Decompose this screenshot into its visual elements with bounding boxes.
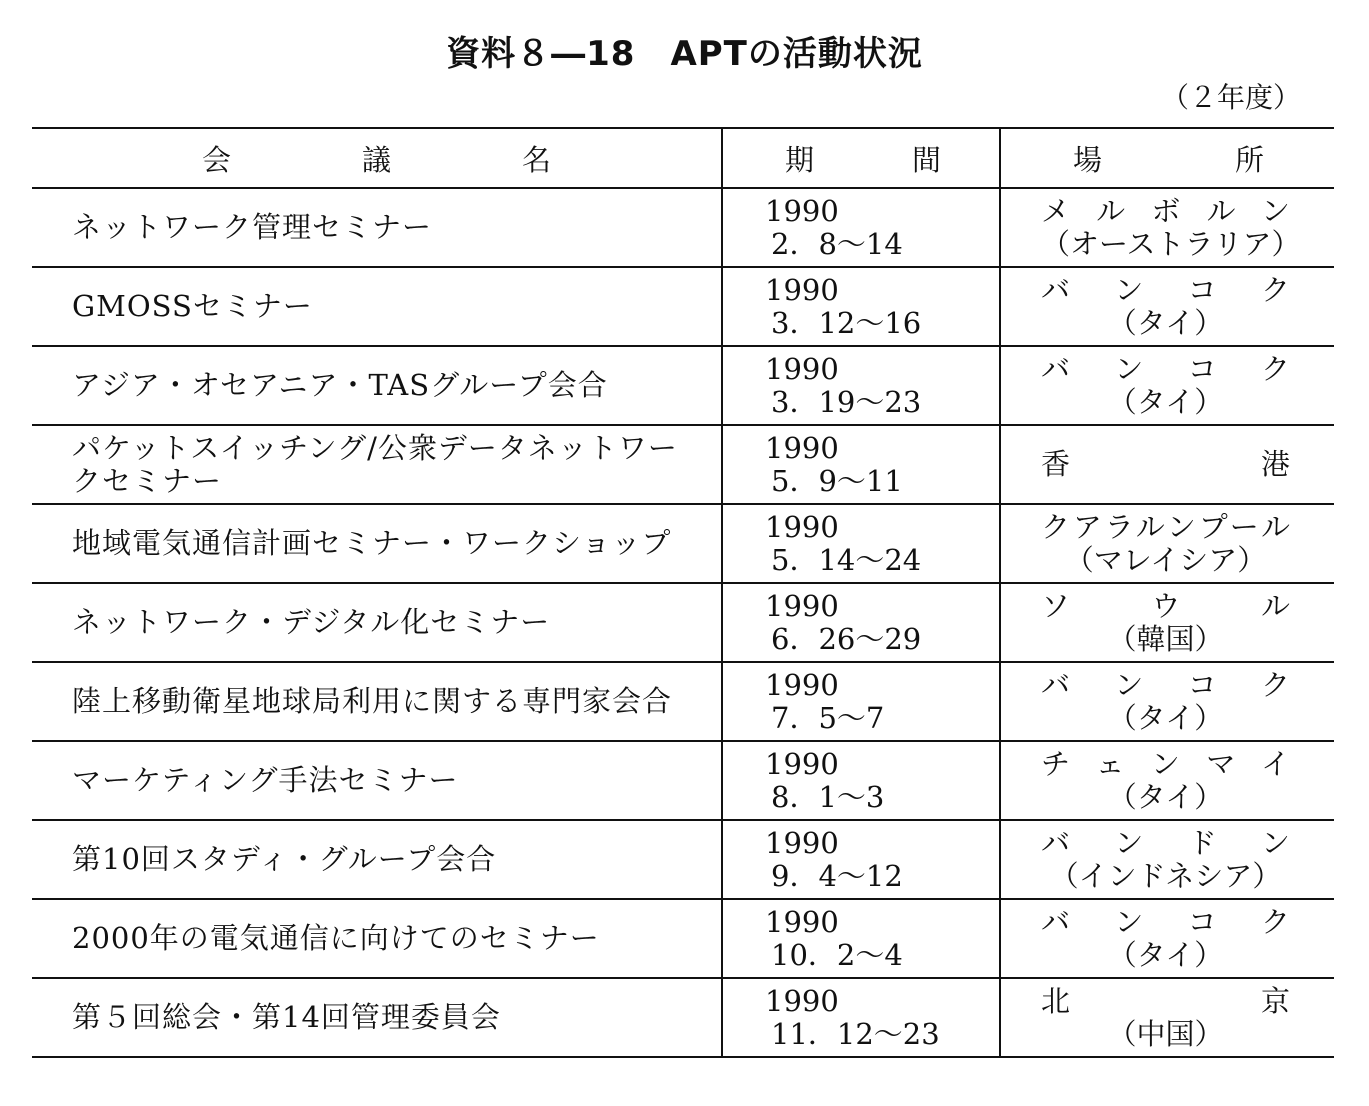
- place-city: チェンマイ: [1041, 746, 1290, 781]
- place-city: ソウル: [1041, 588, 1290, 623]
- meeting-period: [722, 741, 1000, 820]
- header-place: [1000, 128, 1334, 188]
- table-row: [32, 267, 1334, 346]
- period-year: 1990: [765, 272, 839, 307]
- place-city: クアラルンプール: [1041, 509, 1290, 544]
- header-meeting-name: [32, 128, 722, 188]
- meeting-period: [722, 504, 1000, 583]
- meeting-name: パケットスイッチング/公衆データネットワークセミナー: [32, 425, 722, 504]
- table-row: [32, 583, 1334, 662]
- meeting-name: 第５回総会・第14回管理委員会: [32, 978, 722, 1057]
- place-country: （タイ）: [1107, 305, 1224, 340]
- meeting-place: [1000, 504, 1334, 583]
- place-country: （インドネシア）: [1049, 858, 1282, 893]
- header-name-char: 議: [361, 142, 391, 177]
- header-name-char: 名: [521, 142, 551, 177]
- period-year: 1990: [765, 509, 839, 544]
- meeting-place: [1000, 188, 1334, 267]
- place-country: （タイ）: [1107, 384, 1224, 419]
- apt-activity-table: [32, 127, 1334, 1058]
- header-period-char: 間: [911, 142, 941, 177]
- period-dates: 5．14～24: [771, 542, 922, 577]
- table-row: [32, 425, 1334, 504]
- place-city: バンドン: [1041, 825, 1290, 860]
- meeting-place: [1000, 820, 1334, 899]
- place-city: バンコク: [1041, 667, 1290, 702]
- meeting-place: [1000, 899, 1334, 978]
- place-country: （韓国）: [1107, 621, 1224, 656]
- period-year: 1990: [765, 667, 839, 702]
- meeting-place: [1000, 425, 1334, 504]
- table-row: [32, 662, 1334, 741]
- period-dates: 7．5～7: [771, 700, 885, 735]
- period-year: 1990: [765, 904, 839, 939]
- place-country: （タイ）: [1107, 700, 1224, 735]
- place-city: バンコク: [1041, 904, 1290, 939]
- period-year: 1990: [765, 193, 839, 228]
- meeting-name: マーケティング手法セミナー: [32, 741, 722, 820]
- place-city: バンコク: [1041, 272, 1290, 307]
- meeting-period: [722, 662, 1000, 741]
- header-place-char: 所: [1234, 142, 1264, 177]
- meeting-period: [722, 188, 1000, 267]
- place-city: 香港: [1041, 447, 1290, 481]
- period-year: 1990: [765, 746, 839, 781]
- period-year: 1990: [765, 351, 839, 386]
- meeting-period: [722, 978, 1000, 1057]
- place-country: （中国）: [1107, 1016, 1224, 1051]
- period-dates: 3．19～23: [771, 384, 922, 419]
- period-dates: 8．1～3: [771, 779, 885, 814]
- place-country: （タイ）: [1107, 937, 1224, 972]
- meeting-place: [1000, 741, 1334, 820]
- meeting-place: [1000, 346, 1334, 425]
- meeting-name: 2000年の電気通信に向けてのセミナー: [32, 899, 722, 978]
- header-name-char: 会: [202, 142, 232, 177]
- table-row: [32, 899, 1334, 978]
- period-dates: 9．4～12: [771, 858, 903, 893]
- meeting-place: [1000, 583, 1334, 662]
- meeting-name: 地域電気通信計画セミナー・ワークショップ: [32, 504, 722, 583]
- place-country: （マレイシア）: [1064, 542, 1267, 577]
- table-row: [32, 504, 1334, 583]
- table-header: [32, 128, 1334, 188]
- table-row: [32, 820, 1334, 899]
- meeting-place: [1000, 662, 1334, 741]
- meeting-name: GMOSSセミナー: [32, 267, 722, 346]
- table-row: [32, 741, 1334, 820]
- header-row: [32, 128, 1334, 188]
- period-dates: 5．9～11: [771, 463, 903, 498]
- header-period-char: 期: [785, 142, 815, 177]
- period-dates: 10．2～4: [771, 937, 903, 972]
- meeting-period: [722, 899, 1000, 978]
- period-dates: 6．26～29: [771, 621, 922, 656]
- meeting-period: [722, 425, 1000, 504]
- period-year: 1990: [765, 983, 839, 1018]
- meeting-period: [722, 267, 1000, 346]
- place-city: バンコク: [1041, 351, 1290, 386]
- place-city: 北京: [1041, 983, 1290, 1018]
- meeting-place: [1000, 267, 1334, 346]
- table-body: [32, 188, 1334, 1057]
- place-country: （タイ）: [1107, 779, 1224, 814]
- table-row: [32, 978, 1334, 1057]
- header-place-char: 場: [1073, 142, 1103, 177]
- period-dates: 3．12～16: [771, 305, 922, 340]
- period-year: 1990: [765, 588, 839, 623]
- meeting-period: [722, 820, 1000, 899]
- meeting-period: [722, 346, 1000, 425]
- period-year: 1990: [765, 825, 839, 860]
- period-dates: 2．8～14: [771, 226, 903, 261]
- meeting-name: ネットワーク管理セミナー: [32, 188, 722, 267]
- place-country: （オーストラリア）: [1041, 226, 1301, 261]
- meeting-place: [1000, 978, 1334, 1057]
- document-title: 資料８―18 APTの活動状況: [446, 34, 923, 74]
- meeting-name: 第10回スタディ・グループ会合: [32, 820, 722, 899]
- header-period: [722, 128, 1000, 188]
- meeting-name: ネットワーク・デジタル化セミナー: [32, 583, 722, 662]
- place-city: メルボルン: [1041, 193, 1290, 228]
- period-year: 1990: [765, 430, 839, 465]
- meeting-period: [722, 583, 1000, 662]
- table-row: [32, 346, 1334, 425]
- table-row: [32, 188, 1334, 267]
- meeting-name: 陸上移動衛星地球局利用に関する専門家会合: [32, 662, 722, 741]
- fiscal-year-note: （２年度）: [1160, 81, 1301, 114]
- meeting-name: アジア・オセアニア・TASグループ会合: [32, 346, 722, 425]
- period-dates: 11．12～23: [771, 1016, 940, 1051]
